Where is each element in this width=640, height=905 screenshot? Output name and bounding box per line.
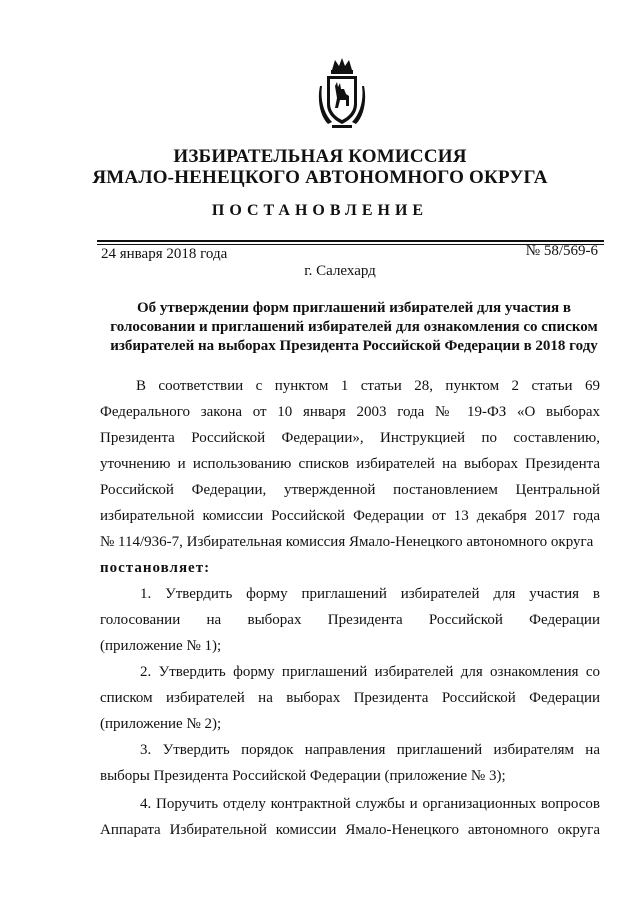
item-3-line: 3. Утвердить порядок направления приглашений избирателям на [140, 742, 600, 758]
document-type: ПОСТАНОВЛЕНИЕ [211, 202, 429, 219]
preamble-line: В соответствии с пунктом 1 статьи 28, пунктом 2 статьи 69 [136, 378, 600, 394]
subject-line: голосовании и приглашений избирателей для ознакомления со списком [110, 319, 598, 335]
item-1-line: голосовании на выборах Президента Российской Федерации [100, 612, 600, 628]
header-rule-thick [97, 240, 604, 242]
preamble-line: избирательной комиссии Российской Федерации от 13 декабря 2017 года [100, 508, 600, 524]
preamble-line: Президента Российской Федерации», Инструкцией по составлению, [100, 430, 600, 446]
preamble-line: уточнению и использованию списков избирателей на выборах Президента [100, 456, 600, 472]
coat-of-arms-icon [318, 56, 366, 130]
item-1-line: 1. Утвердить форму приглашений избирателей для участия в [140, 586, 600, 602]
organization-name-line2: ЯМАЛО-НЕНЕЦКОГО АВТОНОМНОГО ОКРУГА [92, 167, 548, 188]
item-1-line: (приложение № 1); [100, 638, 222, 654]
item-2-line: (приложение № 2); [100, 716, 222, 732]
subject-line: избирателей на выборах Президента Российской Федерации в 2018 году [110, 338, 598, 354]
item-3-line: выборы Президента Российской Федерации (приложение № 3); [100, 768, 506, 784]
document-subject [100, 299, 608, 356]
preamble-line: Федерального закона от 10 января 2003 года № 19-ФЗ «О выборах [100, 404, 600, 420]
document-number: № 58/569-6 [525, 243, 598, 259]
item-2-line: 2. Утвердить форму приглашений избирателей для ознакомления со [140, 664, 600, 680]
preamble-line: № 114/936-7, Избирательная комиссия Ямало-Ненецкого автономного округа [100, 534, 594, 550]
resolves-word: постановляет: [100, 560, 211, 576]
subject-line: Об утверждении форм приглашений избирателей для участия в [137, 300, 571, 316]
item-4-line: 4. Поручить отделу контрактной службы и организационных вопросов [140, 796, 600, 812]
document-city: г. Салехард [304, 263, 376, 279]
item-2-line: списком избирателей на выборах Президента Российской Федерации [100, 690, 600, 706]
item-4-line: Аппарата Избирательной комиссии Ямало-Ненецкого автономного округа [100, 822, 600, 838]
organization-name-line1: ИЗБИРАТЕЛЬНАЯ КОМИССИЯ [173, 146, 467, 167]
document-date: 24 января 2018 года [101, 246, 228, 262]
preamble-line: Российской Федерации, утвержденной постановлением Центральной [100, 482, 600, 498]
